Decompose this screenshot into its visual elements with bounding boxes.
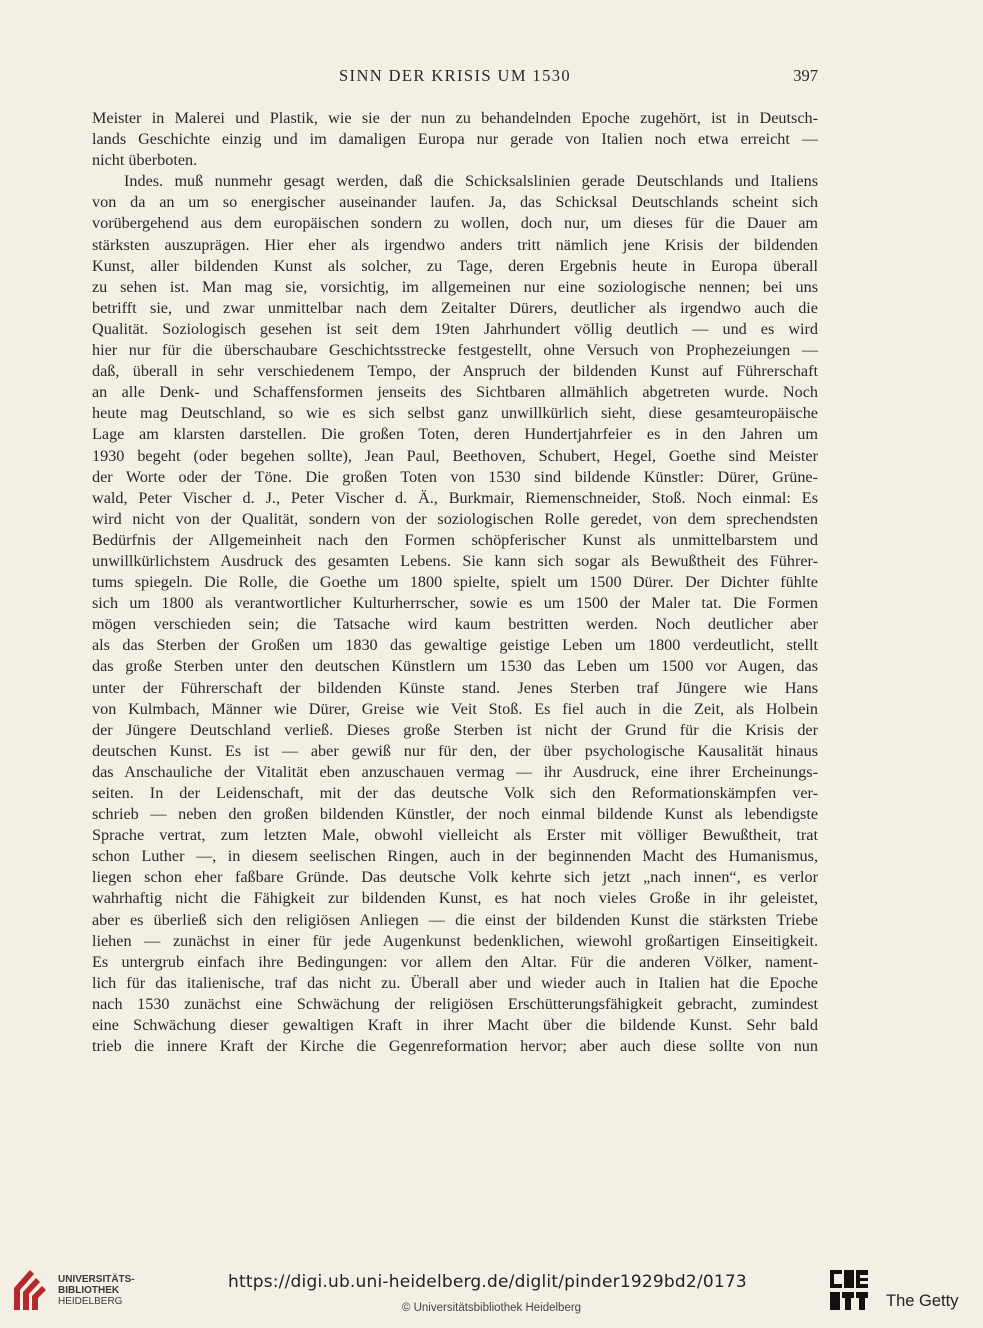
- text-line: Es untergrub einfach ihre Bedingungen: vor allem den Altar. Für die anderen Völker, nament-: [92, 952, 818, 971]
- text-line: mögen verschieden sein; die Tatsache wird kaum bestritten werden. Noch deutlicher aber: [92, 615, 818, 634]
- text-line: wald, Peter Vischer d. J., Peter Vischer d. Ä., Burkmair, Riemenschneider, Stoß. Noch einmal: Es: [92, 488, 818, 507]
- library-name-line: BIBLIOTHEK: [58, 1285, 120, 1296]
- page-number: 397: [793, 66, 818, 85]
- text-line: heute mag Deutschland, so wie es sich selbst ganz unwillkürlich sieht, diese gesamteuropäische: [92, 404, 818, 423]
- text-line: deutschen Kunst. Es ist — aber gewiß nur für den, der über psychologische Kausalität hinaus: [92, 741, 818, 760]
- text-line: das große Sterben unter den deutschen Künstlern um 1530 das Leben um 1500 vor Augen, das: [92, 657, 818, 676]
- text-line: vorübergehend aus dem europäischen sondern zu wollen, doch nur, um dieses für die Dauer am: [92, 214, 818, 233]
- text-line: Kunst, aller bildenden Kunst als solcher, zu Tage, deren Ergebnis heute in Europa überall: [92, 256, 818, 275]
- text-line: zu sehen ist. Man mag sie, vorsichtig, im allgemeinen nur eine soziologische nennen; bei uns: [92, 277, 818, 296]
- text-line: unwillkürlichstem Ausdruck des gesamten Lebens. Sie kann sich sogar als Bewußtheit des Führer-: [92, 551, 818, 570]
- text-line: betrifft sie, und zwar unmittelbar nach dem Zeitalter Dürers, deutlicher als irgendwo auch die: [92, 298, 818, 317]
- text-line: wird nicht von der Qualität, sondern von der soziologischen Rolle geredet, von dem sprechendsten: [92, 509, 818, 528]
- text-line: schrieb — neben den großen bildenden Künstler, der noch einmal bildende Kunst als lebendigste: [92, 805, 818, 824]
- text-line: liegen schon eher faßbare Gründe. Das deutsche Volk kehrte sich jetzt „nach innen“, es verlor: [92, 868, 818, 887]
- text-line: nicht überboten.: [92, 151, 198, 170]
- sponsor-name: The Getty: [886, 1292, 959, 1310]
- text-line: der Jüngere Deutschland verließ. Dieses große Sterben ist nicht der Grund für die Krisis der: [92, 720, 818, 739]
- text-line: schon Luther —, in diesem seelischen Ringen, auch in der beginnenden Macht des Humanismus,: [92, 847, 818, 866]
- text-line: tums spiegeln. Die Rolle, die Goethe um 1800 spielte, spielt um 1500 Dürer. Der Dichter fühlte: [92, 573, 818, 592]
- text-line: der Worte oder der Töne. Die großen Toten von 1530 sind bildende Künstler: Dürer, Grüne-: [92, 467, 818, 486]
- text-line: stärksten auszuprägen. Hier eher als irgendwo anders tritt nämlich jene Krisis der bildenden: [92, 235, 818, 254]
- text-line: Bedürfnis der Allgemeinheit nach den Formen schöpferischer Kunst als unmittelbarstem und: [92, 530, 818, 549]
- text-line: nach 1530 zunächst eine Schwächung der religiösen Erschütterungsfähigkeit gebracht, zumindest: [92, 994, 818, 1013]
- text-line: unter der Führerschaft der bildenden Künste stand. Jenes Sterben traf Jüngere wie Hans: [92, 678, 818, 697]
- text-line: hier nur für die überschaubare Geschichtsstrecke festgestellt, ohne Versuch von Prophezeiungen —: [92, 341, 818, 360]
- text-line: trieb die innere Kraft der Kirche die Gegenreformation hervor; aber auch diese sollte von nun: [92, 1037, 818, 1056]
- source-url-link[interactable]: https://digi.ub.uni-heidelberg.de/diglit/pinder1929bd2/0173: [228, 1272, 747, 1292]
- text-line: das Anschauliche der Vitalität eben anzuschauen vermag — ihr Ausdruck, eine ihrer Ercheinungs-: [92, 762, 818, 781]
- text-line: als das Sterben der Großen um 1830 das gewaltige geistige Leben um 1800 verdeutlicht, stellt: [92, 636, 818, 655]
- text-line: Sprache vertrat, zum letzten Male, obwohl vielleicht als Erster mit völliger Bewußtheit, trat: [92, 826, 818, 845]
- text-line: seiten. In der Leidenschaft, mit der das deutsche Volk sich den Reformationskämpfen ver-: [92, 784, 818, 802]
- text-line: Lage am klarsten darstellen. Die großen Toten, deren Hundertjahrfeier es in den Jahren um: [92, 425, 818, 444]
- text-line: eine Schwächung dieser gewaltigen Kraft in ihrer Macht über die bildende Kunst. Sehr bald: [92, 1016, 818, 1035]
- text-line: wahrhaftig nicht die Fähigkeit zur bildenden Kunst, es hat noch vieles Große in ihr geleistet,: [92, 889, 818, 908]
- text-line: von da an um so energischer auseinander laufen. Ja, das Schicksal Deutschlands scheint sich: [92, 193, 818, 212]
- text-line: 1930 begeht (oder begehen sollte), Jean Paul, Beethoven, Schubert, Hegel, Goethe sind Meister: [92, 446, 818, 465]
- library-name-line: UNIVERSITÄTS-: [58, 1274, 135, 1285]
- text-line: lands Geschichte einzig und im damaligen Europa nur gerade von Italien noch etwa erreicht —: [92, 130, 818, 149]
- getty-logo-icon: [828, 1266, 870, 1314]
- footer: [0, 1258, 983, 1328]
- text-line: von Kulmbach, Männer wie Dürer, Greise wie Veit Stoß. Es fiel auch in die Zeit, als Holbein: [92, 699, 818, 718]
- text-line: aber es überließ sich den religiösen Anliegen — die einst der bildenden Kunst die stärksten Triebe: [92, 910, 818, 929]
- text-line: Indes. muß nunmehr gesagt werden, daß die Schicksalslinien gerade Deutschlands und Italiens: [124, 172, 818, 191]
- text-line: Meister in Malerei und Plastik, wie sie der nun zu behandelnden Epoche zugehört, ist in Deutsch-: [92, 109, 818, 127]
- running-header: [92, 66, 818, 90]
- text-line: an alle Denk- und Schaffensformen jenseits des Sichtbaren allmählich abgetreten wurde. Noch: [92, 383, 818, 402]
- text-line: sich um 1800 als verantwortlicher Kulturherrscher, sowie es um 1500 der Maler tat. Die Formen: [92, 594, 818, 613]
- text-line: liehen — zunächst in einer für jede Augenkunst bedenklichen, wiewohl großartigen Einseitigkeit.: [92, 931, 818, 950]
- body-text: [92, 108, 818, 1057]
- text-line: daß, überall in sehr verschiedenem Tempo, der Anspruch der bildenden Kunst auf Führerschaft: [92, 362, 818, 381]
- copyright-notice: © Universitätsbibliothek Heidelberg: [401, 1302, 582, 1314]
- library-name-line: HEIDELBERG: [58, 1296, 123, 1307]
- running-title: SINN DER KRISIS UM 1530: [338, 66, 572, 85]
- text-line: lich für das italienische, traf das nicht zu. Überall aber und wieder auch in Italien hat die Epoche: [92, 973, 818, 992]
- text-line: Qualität. Soziologisch gesehen ist seit dem 19ten Jahrhundert völlig deutlich — und es wird: [92, 319, 818, 338]
